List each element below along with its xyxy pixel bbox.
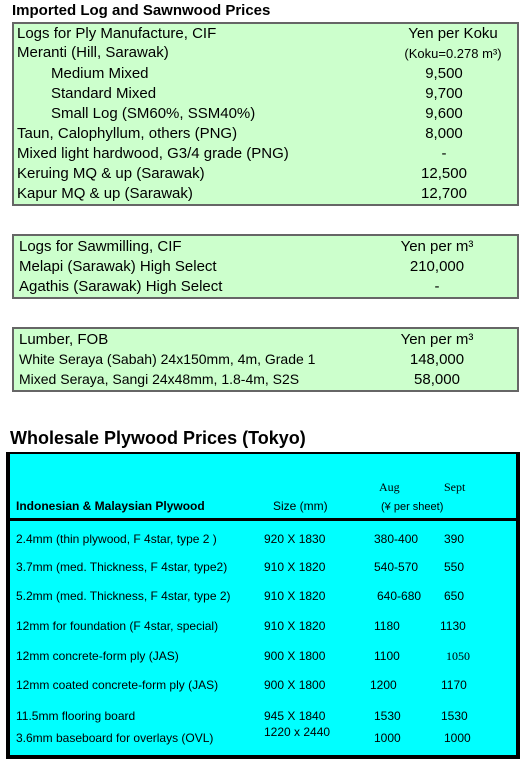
price-row — [14, 125, 517, 145]
product-cell: 3.7mm (med. Thickness, F 4star, type2) — [16, 560, 228, 574]
ply-logs-header-row — [14, 25, 517, 45]
aug-price-cell: 1100 — [374, 649, 400, 663]
lumber-header-unit: Yen per m³ — [400, 331, 474, 348]
header-divider — [10, 518, 516, 521]
price-row — [14, 105, 517, 125]
price-row-label: Kapur MQ & up (Sarawak) — [17, 185, 193, 202]
price-row-value: 12,500 — [421, 165, 467, 182]
product-cell: 2.4mm (thin plywood, F 4star, type 2 ) — [16, 532, 217, 546]
table-row — [10, 619, 516, 639]
table-row — [10, 532, 516, 552]
aug-price-cell: 1530 — [374, 709, 401, 723]
lumber-header-row — [14, 331, 517, 351]
table-row — [10, 649, 516, 669]
ply-logs-header-label: Logs for Ply Manufacture, CIF — [17, 25, 217, 42]
price-row-label: Small Log (SM60%, SSM40%) — [51, 105, 256, 122]
aug-price-cell: 1200 — [370, 678, 397, 692]
table-row — [10, 725, 516, 749]
table-row — [10, 678, 516, 698]
price-row-label: Mixed light hardwood, G3/4 grade (PNG) — [17, 145, 289, 162]
price-row-value: 8,000 — [425, 125, 463, 142]
size-cell: 900 X 1800 — [264, 649, 326, 663]
sept-price-cell: 1170 — [441, 678, 467, 692]
product-cell: 3.6mm baseboard for overlays (OVL) — [16, 731, 214, 745]
section-title-plywood: Wholesale Plywood Prices (Tokyo) — [10, 428, 306, 448]
price-row — [14, 145, 517, 165]
price-row-value: 9,600 — [425, 105, 463, 122]
price-row-value: 58,000 — [414, 371, 460, 388]
product-cell: 5.2mm (med. Thickness, F 4star, type 2) — [16, 589, 231, 603]
price-row — [14, 185, 517, 205]
price-row-label: Taun, Calophyllum, others (PNG) — [17, 125, 238, 142]
price-row — [14, 85, 517, 105]
ply-logs-header-unit: Yen per Koku — [408, 25, 498, 42]
col-aug-header: Aug — [379, 480, 400, 494]
meranti-group-label: Meranti (Hill, Sarawak) — [17, 44, 169, 61]
product-cell: 11.5mm flooring board — [16, 709, 136, 723]
price-row-value: 12,700 — [421, 185, 467, 202]
price-row — [14, 371, 517, 391]
lumber-header-label: Lumber, FOB — [19, 331, 109, 348]
price-row-label: Keruing MQ & up (Sarawak) — [17, 165, 205, 182]
table-row — [10, 560, 516, 580]
product-cell: 12mm coated concrete-form ply (JAS) — [16, 678, 219, 692]
lumber-price-box — [12, 327, 519, 392]
ply-logs-price-box — [12, 22, 519, 206]
section-title-imported-prices: Imported Log and Sawnwood Prices — [12, 2, 271, 19]
sawmill-logs-price-box — [12, 234, 519, 299]
sept-price-cell: 1530 — [441, 709, 468, 723]
price-row-value: 210,000 — [409, 258, 465, 275]
price-row — [14, 258, 517, 278]
price-row-value: 9,700 — [425, 85, 463, 102]
price-row — [14, 278, 517, 298]
product-cell: 12mm for foundation (F 4star, special) — [16, 619, 219, 633]
table-row — [10, 709, 516, 729]
product-cell: 12mm concrete-form ply (JAS) — [16, 649, 179, 663]
meranti-group-row — [14, 44, 517, 64]
size-cell: 900 X 1800 — [264, 678, 326, 692]
price-row-value: 9,500 — [425, 65, 463, 82]
price-row-label: Mixed Seraya, Sangi 24x48mm, 1.8-4m, S2S — [19, 371, 300, 387]
size-cell: 920 X 1830 — [264, 532, 326, 546]
sawmill-logs-header-label: Logs for Sawmilling, CIF — [19, 238, 182, 255]
sawmill-logs-header-unit: Yen per m³ — [400, 238, 474, 255]
price-row-label: Standard Mixed — [51, 85, 157, 102]
price-row-label: Melapi (Sarawak) High Select — [19, 258, 217, 275]
size-cell: 1220 x 2440 — [264, 725, 331, 739]
price-row-label: Agathis (Sarawak) High Select — [19, 278, 223, 295]
table-row — [10, 589, 516, 609]
sept-price-cell: 1130 — [440, 619, 466, 633]
aug-price-cell: 540-570 — [374, 560, 419, 574]
aug-price-cell: 1000 — [374, 731, 401, 745]
price-row — [14, 351, 517, 371]
col-size-header: Size (mm) — [273, 499, 328, 513]
sept-price-cell: 1050 — [446, 649, 470, 663]
size-cell: 910 X 1820 — [264, 619, 326, 633]
sept-price-cell: 390 — [444, 532, 465, 546]
sawmill-logs-header-row — [14, 238, 517, 258]
price-row — [14, 65, 517, 85]
col-sept-header: Sept — [444, 480, 466, 494]
price-row-value: - — [434, 278, 440, 295]
price-row — [14, 165, 517, 185]
col-product-header: Indonesian & Malaysian Plywood — [16, 499, 205, 513]
aug-price-cell: 640-680 — [377, 589, 422, 603]
size-cell: 910 X 1820 — [264, 560, 326, 574]
size-cell: 945 X 1840 — [264, 709, 326, 723]
aug-price-cell: 380-400 — [374, 532, 419, 546]
col-unit-header: (¥ per sheet) — [381, 501, 444, 513]
koku-unit-note: (Koku=0.278 m³) — [404, 46, 502, 61]
price-row-label: Medium Mixed — [51, 65, 149, 82]
price-row-value: 148,000 — [409, 351, 465, 368]
sept-price-cell: 650 — [444, 589, 465, 603]
price-row-value: - — [441, 145, 447, 162]
price-row-label: White Seraya (Sabah) 24x150mm, 4m, Grade 1 — [19, 351, 316, 367]
aug-price-cell: 1180 — [374, 619, 400, 633]
sept-price-cell: 1000 — [444, 731, 471, 745]
sept-price-cell: 550 — [444, 560, 465, 574]
plywood-price-table — [6, 452, 520, 759]
size-cell: 910 X 1820 — [264, 589, 326, 603]
